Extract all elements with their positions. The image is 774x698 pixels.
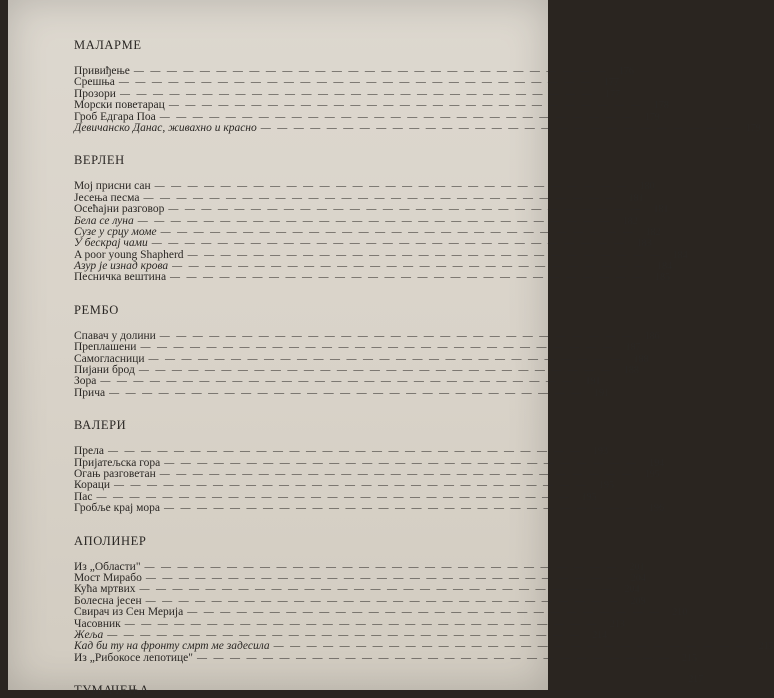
entry-page-number: 183: [636, 238, 652, 250]
toc-final-entry: [74, 674, 704, 698]
toc-section: [74, 418, 665, 515]
toc-entry: [74, 583, 640, 596]
toc-entry: [74, 386, 610, 399]
toc-entry: [74, 341, 641, 354]
entry-page-number: 213: [609, 618, 625, 630]
entry-title: Прозори: [74, 87, 116, 100]
toc-entry: [74, 364, 639, 377]
leader-dashes: — — — — — — — — — — — — — — — — — — — — — — — — — — — — —: [119, 88, 594, 100]
leader-dashes: — — — — — — — — — — — — — — — — — — — — — — — — — — — — —: [109, 387, 584, 399]
entry-page-number: 184: [657, 261, 673, 273]
entry-page-number: 177: [604, 88, 620, 100]
entry-page-number: 179: [644, 111, 660, 123]
leader-dashes: — — — — — — — — — — — — — — — — — — — — — — — — — — — — —: [170, 272, 645, 284]
entry-title: Мост Мирабо: [74, 571, 142, 584]
toc-entry: [74, 445, 609, 458]
entry-title: ТУМАЧЕЊА: [74, 683, 150, 698]
section-heading: ВАЛЕРИ: [74, 418, 127, 433]
entry-title: Пас: [74, 490, 93, 503]
leader-dashes: — — — — — — — — — — — — — — — — — — — — — — — — — — — — —: [139, 584, 614, 596]
leader-dashes: — — — — — — — — — — — — — — — — — — — — — — — — — — — — —: [114, 480, 589, 492]
toc-section: [74, 302, 660, 399]
entry-page-number: 210: [672, 607, 688, 619]
entry-page-number: 201: [629, 561, 645, 573]
entry-title: Болесна јесен: [74, 594, 142, 607]
leader-dashes: — — — — — — — — — — — — — — — — — — — — — — — — — — — — —: [159, 330, 634, 342]
entry-page-number: 181: [653, 204, 669, 216]
section-heading: РЕМБО: [74, 302, 119, 317]
leader-dashes: — — — — — — — — — — — — — — — — — — — — — — — — — — — — —: [133, 66, 608, 77]
entry-title: Жеља: [74, 628, 104, 641]
entry-page-number: 194: [649, 457, 665, 469]
leader-dashes: — — — — — — — — — — — — — — — — — — — — — — — — — — — — —: [172, 261, 647, 273]
table-of-contents: [74, 38, 774, 698]
entry-page-number: 186: [644, 330, 660, 342]
toc-entry: [74, 203, 669, 216]
toc-entry: [74, 640, 774, 653]
toc-entry: [74, 121, 761, 134]
toc-section: [74, 38, 761, 134]
leader-dashes: — — — — — — — — — — — — — — — — — — — — — — — — — — — — —: [159, 111, 634, 123]
toc-entry: [74, 99, 669, 112]
entry-title: Прича: [74, 386, 106, 399]
entry-title: Огањ разговетан: [74, 467, 156, 480]
entry-title: Песничка вештина: [74, 271, 167, 284]
leader-dashes: — — — — — — — — — — — — — — — — — — — — — — — — — — — — —: [187, 607, 662, 619]
entry-title: Девичанско Данас, живахно и красно: [74, 121, 257, 134]
entry-title: Гробље крај мора: [74, 502, 161, 515]
entry-page-number: 215: [681, 652, 697, 664]
entry-page-number: 191: [585, 376, 601, 388]
entry-page-number: 193: [593, 446, 609, 458]
entry-page-number: 209: [630, 595, 646, 607]
entry-title: Спавач у долини: [74, 329, 156, 342]
entry-page-number: 204: [630, 572, 646, 584]
leader-dashes: — — — — — — — — — — — — — — — — — — — — — — — — — — — — —: [144, 561, 619, 573]
leader-dashes: — — — — — — — — — — — — — — — — — — — — — — — — — — — — —: [138, 365, 613, 377]
toc-entry: [74, 617, 625, 630]
entry-page-number: 177: [603, 77, 619, 89]
entry-page-number: 188: [633, 353, 649, 365]
entry-page-number: 214: [592, 629, 608, 641]
leader-dashes: — — — — — — — — — — — — — — — — — — — — — — — — — — — — —: [108, 446, 583, 458]
leader-dashes: — — — — — — — — — — — — — — — — — — — — — — — — — — — — —: [145, 572, 620, 584]
entry-page-number: 215: [758, 641, 774, 653]
leader-dashes: — — — — — — — — — — — — — — — — — — — — — — — — — — — — —: [148, 353, 623, 365]
entry-title: Пијани брод: [74, 364, 135, 377]
entry-title: Часовник: [74, 617, 121, 630]
entry-page-number: 185: [655, 272, 671, 284]
leader-dashes: — — — — — — — — — — — — — — — — — — — — — — — — — — — — —: [160, 226, 635, 238]
entry-title: Јесења песма: [74, 191, 140, 204]
toc-entry: [74, 237, 652, 250]
entry-page-number: 196: [649, 503, 665, 515]
entry-title: Азур је изнад крова: [74, 260, 169, 273]
entry-page-number: 187: [625, 342, 641, 354]
leader-dashes: — — — — — — — — — — — — — — — — — — — — — — — — — — — — —: [159, 468, 634, 480]
leader-dashes: — — — — — — — — — — — — — — — — — — — — — — — — — — — — —: [168, 204, 643, 216]
entry-title: Осећајни разговор: [74, 203, 165, 216]
entry-page-number: 179: [745, 122, 761, 134]
leader-dashes: — — — — — — — — — — — — — — — — — — — — — — — — — — — — —: [168, 100, 643, 112]
leader-dashes: — — — — — — — — — — — — — — — — — — — — — — — — — — — — —: [140, 342, 615, 354]
entry-title: Прела: [74, 445, 105, 458]
entry-title: A poor young Shapherd: [74, 248, 184, 261]
entry-title: Бела се луна: [74, 214, 134, 227]
leader-dashes: — — — — — — — — — — — — — — — — — — — — — — — — — — — — —: [143, 192, 618, 204]
entry-title: Мој присни сан: [74, 180, 151, 193]
leader-dashes: — — — — — — — — — — — — — — — — — — — — — — — — — — — — —: [154, 181, 629, 193]
leader-dashes: — — — — — — — — — — — — — — — — — — — — — — — — — — — — —: [137, 215, 612, 227]
toc-entry: [74, 329, 660, 342]
entry-title: Гроб Едгара Поа: [74, 110, 156, 123]
entry-title: Свирач из Сен Мерија: [74, 606, 184, 619]
toc-entry: [74, 180, 655, 193]
entry-page-number: 180: [639, 181, 655, 193]
entry-page-number: 182: [645, 226, 661, 238]
toc-entry: [74, 76, 619, 89]
entry-title: Срешња: [74, 76, 115, 89]
entry-title: Пријатељска гора: [74, 456, 161, 469]
leader-dashes: — — — — — — — — — — — — — — — — — — — — — — — — — — — — —: [151, 238, 626, 250]
entry-page-number: 182: [622, 215, 638, 227]
leader-dashes: — — — — — — — — — — — — — — — — — — — — — — — — — — — — —: [124, 618, 599, 630]
entry-title: Зора: [74, 375, 97, 388]
entry-page-number: 191: [594, 387, 610, 399]
entry-title: Самогласници: [74, 352, 145, 365]
entry-title: Из „Рибокосе лепотице": [74, 651, 193, 664]
toc-entry: [74, 479, 615, 492]
entry-page-number: 195: [644, 468, 660, 480]
entry-page-number: 178: [653, 100, 669, 112]
entry-page-number: 195: [599, 480, 615, 492]
toc-entry: [74, 467, 660, 480]
leader-dashes: — — — — — — — — — — — — — — — — — — — — — — — — — — — — —: [145, 595, 620, 607]
entry-page-number: 217: [688, 674, 704, 686]
toc-entry: [74, 271, 671, 284]
section-heading: ВЕРЛЕН: [74, 153, 125, 168]
toc-entry: [74, 571, 646, 584]
leader-dashes: — — — — — — — — — — — — — — — — — — — — — — — — — — — — —: [196, 652, 671, 664]
leader-dashes: — — — — — — — — — — — — — — — — — — — — — — — — — — — — —: [164, 503, 639, 515]
entry-page-number: 176: [618, 66, 634, 77]
toc-section: [74, 533, 774, 665]
leader-dashes: — — — — — — — — — — — — — — — — — — — — — — — — — — — — —: [157, 686, 689, 698]
toc-entry: [74, 502, 665, 515]
entry-page-number: 184: [672, 249, 688, 261]
section-heading: АПОЛИНЕР: [74, 533, 147, 548]
toc-entry: [74, 606, 688, 619]
entry-title: Морски поветарац: [74, 99, 165, 112]
leader-dashes: — — — — — — — — — — — — — — — — — — — — — — — — — — — — —: [164, 457, 639, 469]
toc-section: [74, 153, 688, 284]
entry-title: Кораци: [74, 479, 111, 492]
entry-title: Преплашени: [74, 341, 137, 354]
entry-title: Сузе у срцу моме: [74, 225, 157, 238]
entry-title: У бескрај чами: [74, 237, 148, 250]
toc-entry: [74, 65, 634, 77]
entry-page-number: 195: [581, 491, 597, 503]
entry-title: Из „Области": [74, 560, 141, 573]
entry-title: Кућа мртвих: [74, 583, 136, 596]
entry-page-number: 188: [623, 365, 639, 377]
book-page: [8, 0, 774, 698]
entry-title: Привиђење: [74, 65, 130, 77]
leader-dashes: — — — — — — — — — — — — — — — — — — — — — — — — — — — — —: [260, 122, 735, 134]
section-heading: МАЛАРМЕ: [74, 38, 142, 52]
leader-dashes: — — — — — — — — — — — — — — — — — — — — — — — — — — — — —: [187, 249, 662, 261]
entry-page-number: 181: [628, 192, 644, 204]
leader-dashes: — — — — — — — — — — — — — — — — — — — — — — — — — — — — —: [96, 491, 571, 503]
toc-entry: [74, 651, 697, 664]
leader-dashes: — — — — — — — — — — — — — — — — — — — — — — — — — — — — —: [100, 376, 575, 388]
leader-dashes: — — — — — — — — — — — — — — — — — — — — — — — — — — — — —: [273, 641, 748, 653]
toc-entry: [74, 352, 649, 365]
toc-entry: [74, 375, 601, 388]
leader-dashes: — — — — — — — — — — — — — — — — — — — — — — — — — — — — —: [118, 77, 593, 89]
entry-title: Кад би ту на фронту смрт ме задесила: [74, 640, 270, 653]
entry-page-number: 204: [624, 584, 640, 596]
leader-dashes: — — — — — — — — — — — — — — — — — — — — — — — — — — — — —: [107, 629, 582, 641]
